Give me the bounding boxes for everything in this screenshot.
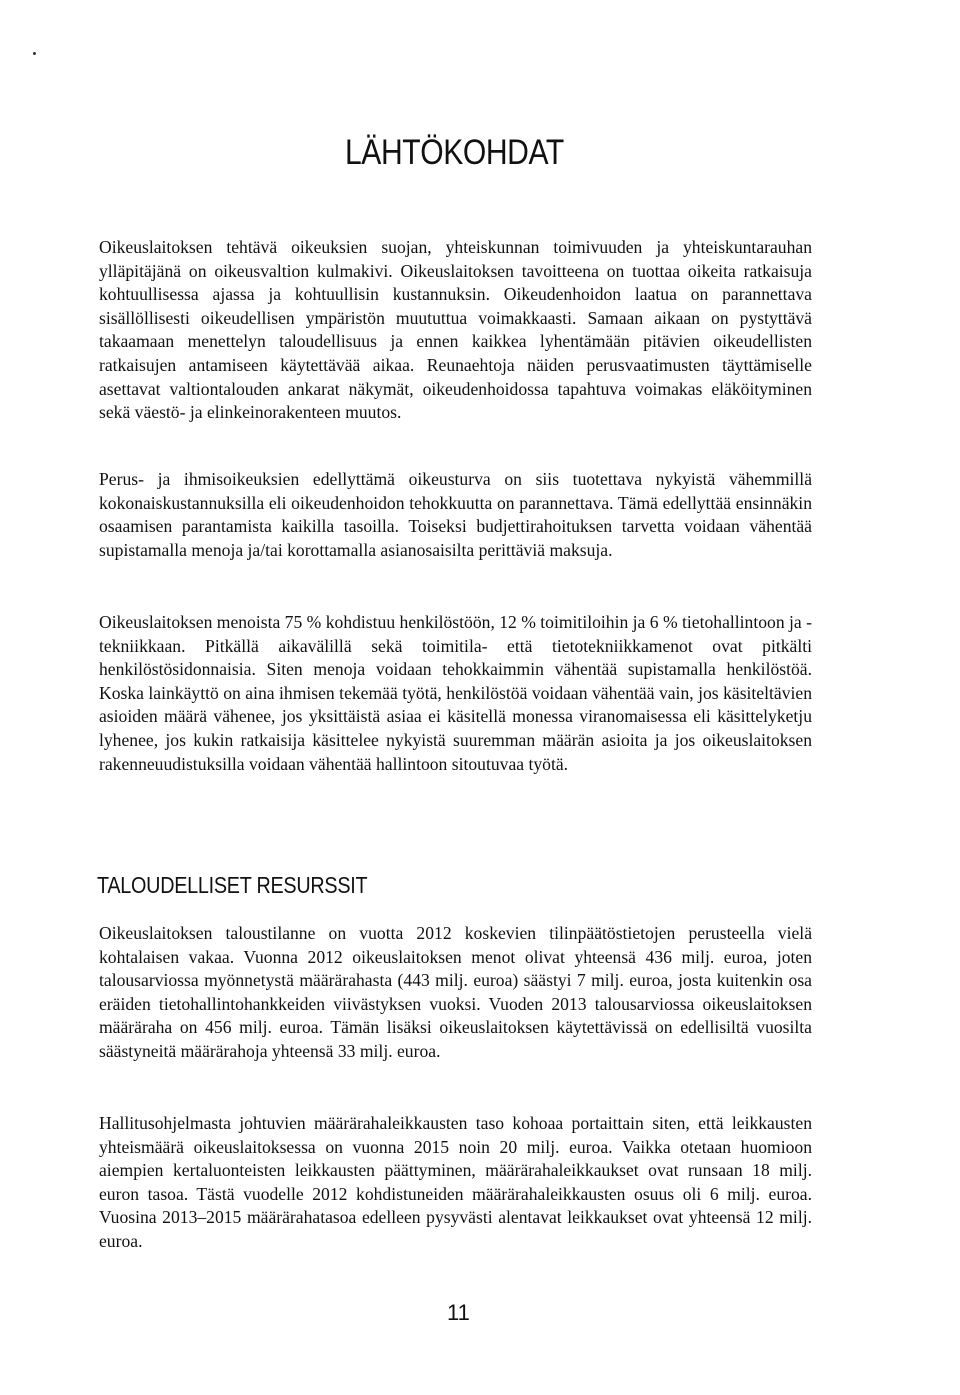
paragraph-2: Perus- ja ihmisoikeuksien edellyttämä oikeusturva on siis tuotettava nykyistä vähemmillä kokonaiskustannuksilla eli oikeudenhoidon tehokkuutta on parannettava. Tämä edellyttää ensinnäkin osaamisen parantamista kaikilla tasoilla. Toiseksi budjettirahoituksen tarvetta voidaan vähentää supistamalla menoja ja/tai korottamalla asianosaisilta perittäviä maksuja.: [99, 469, 812, 560]
paragraph-1: Oikeuslaitoksen tehtävä oikeuksien suojan, yhteiskunnan toimivuuden ja yhteiskuntarauhan ylläpitäjänä on oikeusvaltion kulmakivi. Oikeuslaitoksen tavoitteena on tuottaa oikeita ratkaisuja kohtuullisessa ajassa ja kohtuullisin kustannuksin. Oikeudenhoidon laatua on parannettava sisällöllisesti oikeudellisen ympäristön muututtua voimakkaasti. Samaan aikaan on pystyttävä takaamaan menettelyn taloudellisuus ja ennen kaikkea lyhentämään pitävien oikeudellisten ratkaisujen antamiseen käytettävää aikaa. Reunaehtoja näiden perusvaatimusten täyttämiselle asettavat valtiontalouden ankarat näkymät, oikeudenhoidossa tapahtuva voimakas eläköityminen sekä väestö- ja elinkeinorakenteen muutos.: [99, 237, 812, 423]
section-paragraph-2: Hallitusohjelmasta johtuvien määrärahaleikkausten taso kohoaa portaittain siten, että leikkausten yhteismäärä oikeuslaitoksessa on vuonna 2015 noin 20 milj. euroa. Vaikka otetaan huomioon aiempien kertaluonteisten leikkausten päättyminen, määrärahaleikkaukset ovat runsaan 18 milj. euron tasoa. Tästä vuodelle 2012 kohdistuneiden määrärahaleikkausten osuus oli 6 milj. euroa. Vuosina 2013–2015 määrärahatasoa edelleen pysyvästi alentavat leikkaukset ovat yhteensä 12 milj. euroa.: [99, 1113, 812, 1251]
scan-artifact: [33, 52, 36, 55]
section-heading: TALOUDELLISET RESURSSIT: [97, 872, 368, 898]
section-paragraph-1: Oikeuslaitoksen taloustilanne on vuotta 2012 koskevien tilinpäätöstietojen perusteella vielä kohtalaisen vakaa. Vuonna 2012 oikeuslaitoksen menot olivat yhteensä 436 milj. euroa, joten talousarviossa myönnetystä määrärahasta (443 milj. euroa) säästyi 7 milj. euroa, josta kuitenkin osa eräiden tietohallintohankkeiden viivästyksen vuoksi. Vuoden 2013 talousarviossa oikeuslaitoksen määräraha on 456 milj. euroa. Tämän lisäksi oikeuslaitoksen käytettävissä on edellisiltä vuosilta säästyneitä määrärahoja yhteensä 33 milj. euroa.: [99, 923, 812, 1061]
paragraph-3: Oikeuslaitoksen menoista 75 % kohdistuu henkilöstöön, 12 % toimitiloihin ja 6 % tietohallintoon ja -tekniikkaan. Pitkällä aikavälillä sekä toimitila- että tietotekniikkamenot ovat pitkälti henkilöstösidonnaisia. Siten menoja voidaan tehokkaimmin vähentää supistamalla henkilöstöä. Koska lainkäyttö on aina ihmisen tekemää työtä, henkilöstöä voidaan vähentää vain, jos käsiteltävien asioiden määrä vähenee, jos yksittäistä asiaa ei käsitellä monessa viranomaisessa eli käsittelyketju lyhenee, jos kukin ratkaisija käsittelee nykyistä suuremman määrän asioita ja jos oikeuslaitoksen rakenneuudistuksilla voidaan vähentää hallintoon sitoutuvaa työtä.: [99, 612, 812, 774]
page-title: LÄHTÖKOHDAT: [345, 133, 564, 172]
page-number: 11: [447, 1300, 470, 1325]
